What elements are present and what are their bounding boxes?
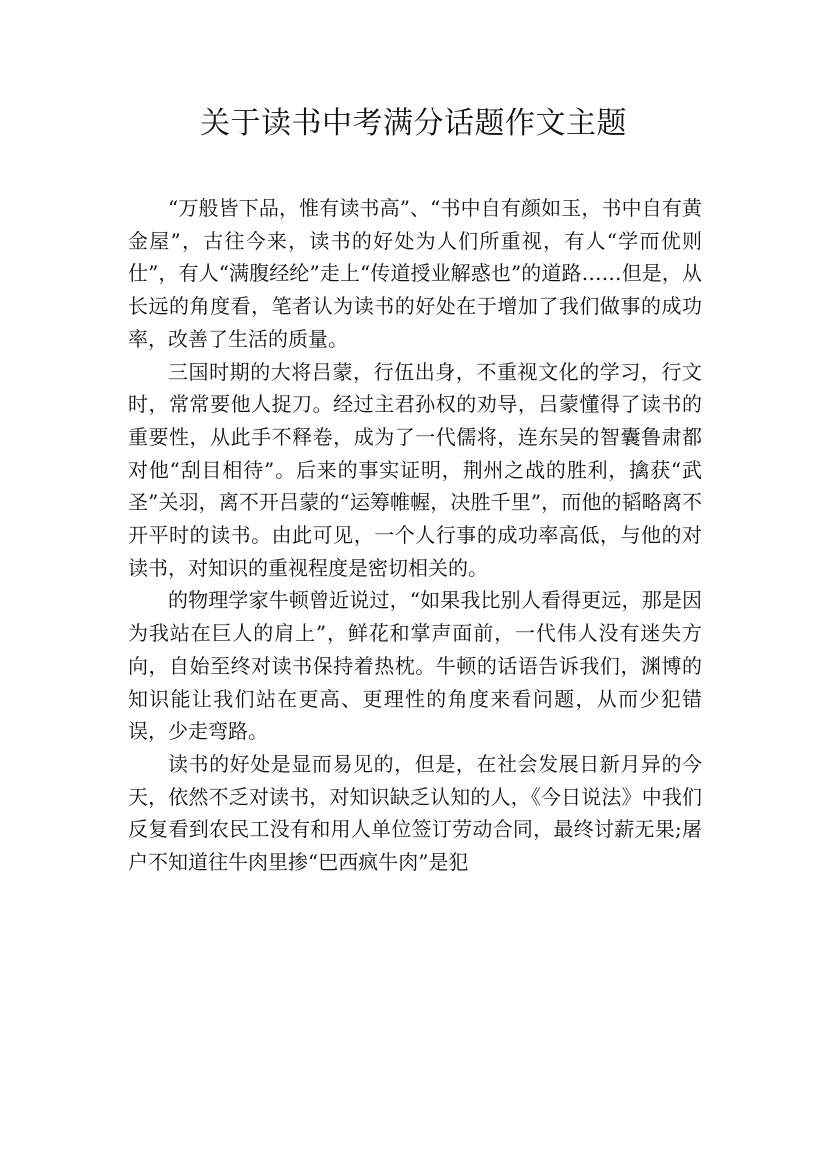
paragraph-3: 的物理学家牛顿曾近说过，“如果我比别人看得更远，那是因为我站在巨人的肩上”，鲜花和掌声面前，一代伟人没有迷失方向，自始至终对读书保持着热枕。牛顿的话语告诉我们，渊博的知识能让我们站在更高、更理性的角度来看问题，从而少犯错误，少走弯路。 <box>128 588 702 744</box>
document-body <box>128 192 702 879</box>
paragraph-4: 读书的好处是显而易见的，但是，在社会发展日新月异的今天，依然不乏对读书，对知识缺乏认知的人，《今日说法》中我们反复看到农民工没有和用人单位签订劳动合同，最终讨薪无果;屠户不知道往牛肉里掺“巴西疯牛肉”是犯 <box>128 751 702 875</box>
paragraph-2: 三国时期的大将吕蒙，行伍出身，不重视文化的学习，行文时，常常要他人捉刀。经过主君孙权的劝导，吕蒙懂得了读书的重要性，从此手不释卷，成为了一代儒将，连东吴的智囊鲁肃都对他“刮目相待”。后来的事实证明，荆州之战的胜利，擒获“武圣”关羽，离不开吕蒙的“运筹帷幄，决胜千里”，而他的韬略离不开平时的读书。由此可见，一个人行事的成功率高低，与他的对读书，对知识的重视程度是密切相关的。 <box>128 359 702 580</box>
paragraph-1: “万般皆下品，惟有读书高”、“书中自有颜如玉，书中自有黄金屋”，古往今来，读书的好处为人们所重视，有人“学而优则仕”，有人“满腹经纶”走上“传道授业解惑也”的道路……但是，从长远的角度看，笔者认为读书的好处在于增加了我们做事的成功率，改善了生活的质量。 <box>128 196 702 351</box>
document-title: 关于读书中考满分话题作文主题 <box>200 106 627 141</box>
